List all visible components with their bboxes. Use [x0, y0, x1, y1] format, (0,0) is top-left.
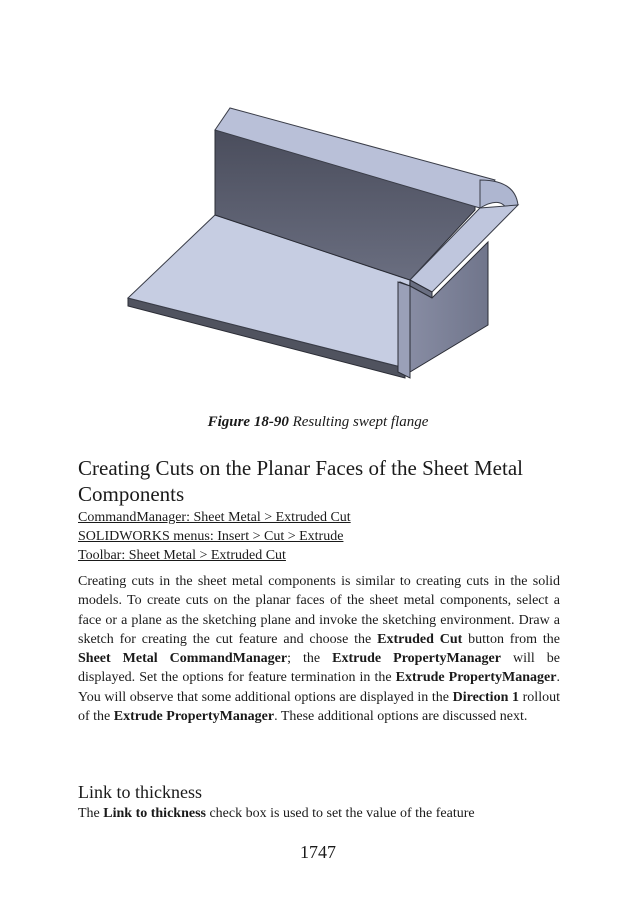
- subsection-heading: Link to thickness: [78, 782, 202, 802]
- bold-term: Link to thickness: [103, 806, 206, 821]
- page-number: 1747: [300, 842, 336, 862]
- menu-path-toolbar: Toolbar: Sheet Metal > Extruded Cut: [78, 548, 286, 563]
- figure-caption: [0, 414, 636, 431]
- body-text: . These additional options are discussed next.: [274, 709, 528, 725]
- body-text: ; the: [287, 651, 333, 667]
- figure-number: Figure 18-90: [207, 414, 289, 430]
- bold-term: Direction 1: [452, 689, 519, 705]
- bold-term: Extrude PropertyManager: [113, 709, 275, 725]
- body-text: button from the: [462, 631, 560, 647]
- bold-term: Extrude PropertyManager: [332, 651, 501, 667]
- body-text: . You will observe that some additional options are displayed in the: [78, 670, 560, 705]
- swept-flange-model-image: [120, 100, 530, 390]
- body-text: The: [78, 806, 104, 821]
- body-paragraph: [78, 572, 560, 726]
- body-text: Creating cuts in the sheet metal components is similar to creating cuts in the solid models. To create cuts on the planar faces of the sheet metal components, select a face or a plane as the sketching plane and invoke the sketching environment. Draw a sketch for creating the cut feature and choose the: [78, 574, 560, 647]
- menu-path-solidworks-menus: SOLIDWORKS menus: Insert > Cut > Extrude: [78, 529, 344, 544]
- subsection-paragraph: [78, 804, 560, 823]
- figure-caption-text: Resulting swept flange: [292, 414, 429, 430]
- menu-path-commandmanager: CommandManager: Sheet Metal > Extruded Cut: [78, 510, 351, 525]
- bold-term: Sheet Metal CommandManager: [78, 651, 288, 667]
- body-text: will be displayed. Set the options for feature termination in the: [78, 651, 561, 686]
- body-text: check box is used to set the value of the feature: [205, 806, 475, 821]
- bold-term: Extruded Cut: [377, 631, 463, 647]
- swept-flange-figure: [120, 100, 530, 390]
- bold-term: Extrude PropertyManager: [395, 670, 557, 686]
- body-text: rollout of the: [78, 689, 560, 725]
- section-heading: Creating Cuts on the Planar Faces of the Sheet Metal Components: [78, 456, 523, 506]
